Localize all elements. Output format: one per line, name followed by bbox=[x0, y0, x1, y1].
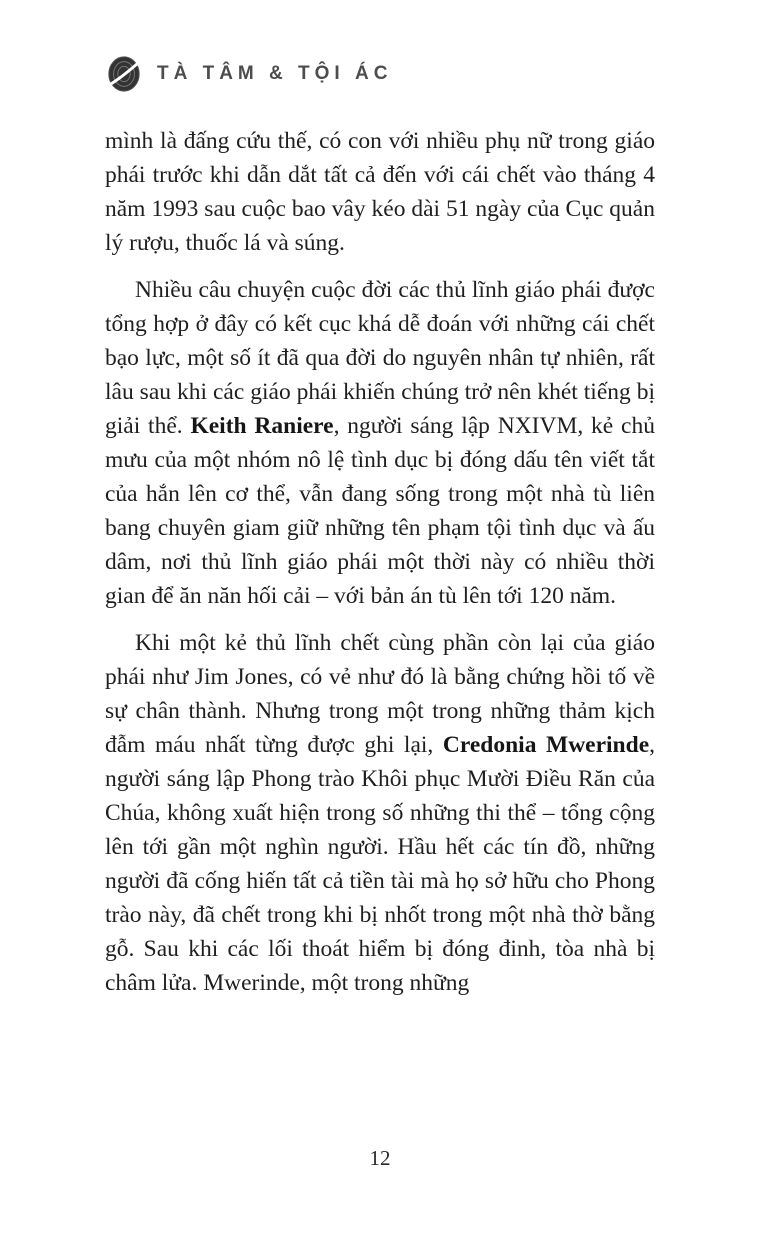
book-title-header: TÀ TÂM & TỘI ÁC bbox=[157, 63, 393, 84]
paragraph-3-text-a: Khi một kẻ thủ lĩnh chết cùng phần còn lại của giáo phái như Jim Jones, có vẻ như đó là bằng chứng hồi tố về sự chân thành. Nhưng trong một trong những thảm kịch đẫm máu nhất từng được ghi lại, bbox=[105, 630, 655, 758]
fingerprint-logo-icon bbox=[105, 54, 143, 94]
paragraph-1 bbox=[105, 124, 655, 260]
paragraph-3-text-b: , người sáng lập Phong trào Khôi phục Mười Điều Răn của Chúa, không xuất hiện trong số những thi thể – tổng cộng lên tới gần một nghìn người. Hầu hết các tín đồ, những người đã cống hiến tất cả tiền tài mà họ sở hữu cho Phong trào này, đã chết trong khi bị nhốt trong một nhà thờ bằng gỗ. Sau khi các lối thoát hiểm bị đóng đinh, tòa nhà bị châm lửa. Mwerinde, một trong những bbox=[105, 732, 656, 996]
page-number-value: 12 bbox=[369, 1146, 391, 1170]
page-number bbox=[105, 1146, 655, 1171]
paragraph-1-text: mình là đấng cứu thế, có con với nhiều phụ nữ trong giáo phái trước khi dẫn dắt tất cả đến với cái chết vào tháng 4 năm 1993 sau cuộc bao vây kéo dài 51 ngày của Cục quản lý rượu, thuốc lá và súng. bbox=[105, 128, 655, 256]
person-name-credonia-mwerinde: Credonia Mwerinde bbox=[442, 732, 650, 758]
paragraph-3 bbox=[105, 626, 655, 1000]
paragraph-2-text-a: Nhiều câu chuyện cuộc đời các thủ lĩnh giáo phái được tổng hợp ở đây có kết cục khá dễ đoán với những cái chết bạo lực, một số ít đã qua đời do nguyên nhân tự nhiên, rất lâu sau khi các giáo phái khiến chúng trở nên khét tiếng bị giải thể. bbox=[105, 277, 655, 439]
paragraph-2 bbox=[105, 273, 655, 613]
page-header bbox=[105, 52, 655, 96]
page-body bbox=[105, 124, 655, 1000]
person-name-keith-raniere: Keith Raniere bbox=[190, 413, 334, 439]
paragraph-2-text-b: , người sáng lập NXIVM, kẻ chủ mưu của một nhóm nô lệ tình dục bị đóng dấu tên viết tắt của hắn lên cơ thể, vẫn đang sống trong một nhà tù liên bang chuyên giam giữ những tên phạm tội tình dục và ấu dâm, nơi thủ lĩnh giáo phái một thời này có nhiều thời gian để ăn năn hối cải – với bản án tù lên tới 120 năm. bbox=[105, 413, 655, 609]
